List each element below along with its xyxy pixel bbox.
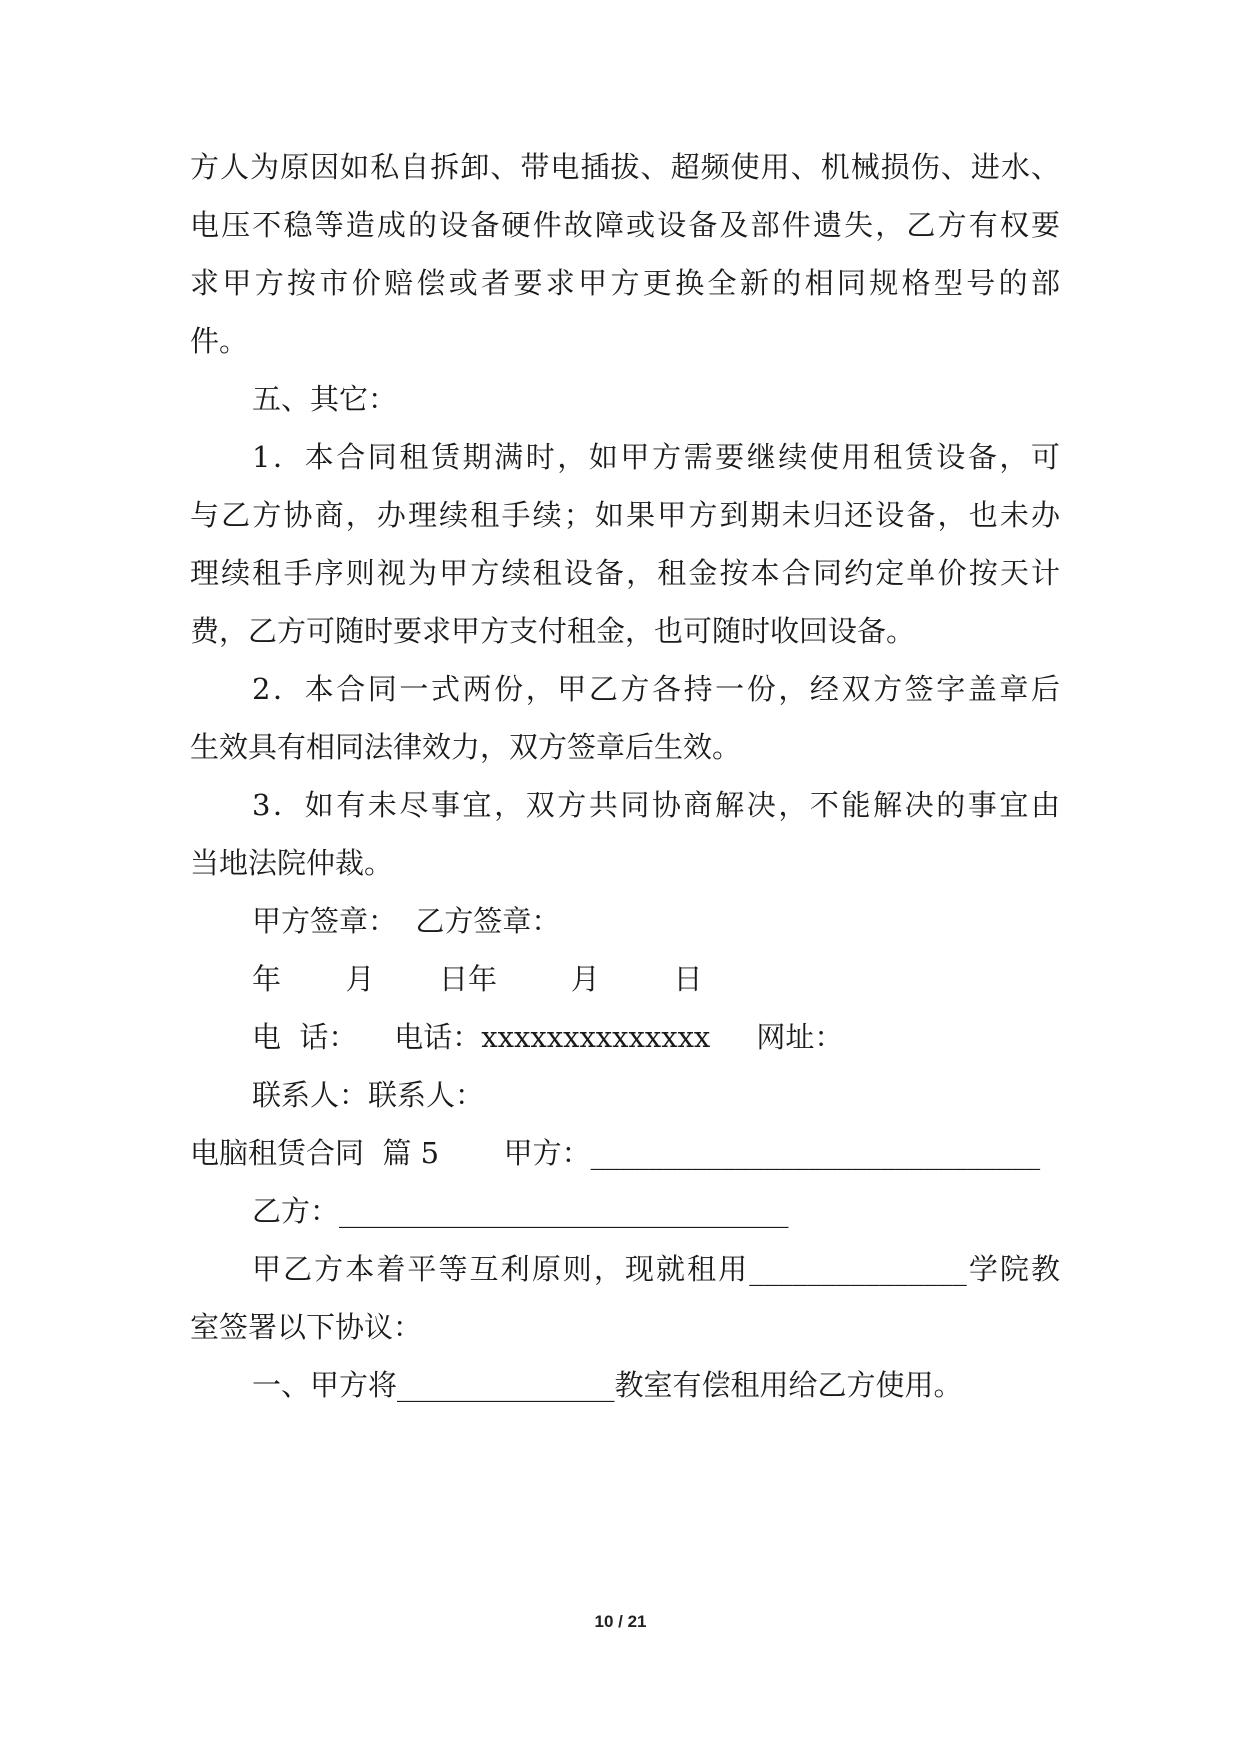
clause-1-line: 1．本合同租赁期满时，如甲方需要继续使用租赁设备，可: [252, 440, 1060, 474]
clause-1-line: 费，乙方可随时要求甲方支付租金，也可随时收回设备。: [190, 614, 916, 648]
clause-2-line: 2．本合同一式两份，甲乙方各持一份，经双方签字盖章后: [252, 672, 1060, 706]
clause-2-line: 生效具有相同法律效力，双方签章后生效。: [190, 730, 742, 764]
clause-1-line: 与乙方协商，办理续租手续；如果甲方到期未归还设备，也未办: [190, 498, 1060, 532]
body-line: 方人为原因如私自拆卸、带电插拔、超频使用、机械损伤、进水、: [190, 150, 1060, 184]
clause-1-line: 理续租手序则视为甲方续租设备，租金按本合同约定单价按天计: [190, 556, 1060, 590]
contract-title-line: 电脑租赁合同 篇 5 甲方：_______________________________: [190, 1136, 1041, 1170]
article-1-line: 一、甲方将_______________教室有偿租用给乙方使用。: [252, 1368, 963, 1402]
page-number: 10 / 21: [594, 1612, 647, 1631]
section-heading: 五、其它：: [252, 382, 398, 416]
party-b-line: 乙方：_______________________________: [252, 1194, 789, 1228]
agreement-line: 甲乙方本着平等互利原则，现就租用_______________学院教: [252, 1252, 1060, 1286]
body-line: 求甲方按市价赔偿或者要求甲方更换全新的相同规格型号的部: [190, 266, 1060, 300]
body-line: 电压不稳等造成的设备硬件故障或设备及部件遗失，乙方有权要: [190, 208, 1060, 242]
agreement-line: 室签署以下协议：: [190, 1310, 423, 1344]
contact-person-line: 联系人：联系人：: [252, 1078, 485, 1112]
contact-phone-line: 电 话： 电话：xxxxxxxxxxxxxx 网址：: [252, 1020, 844, 1054]
date-line: 年 月 日年 月 日: [252, 962, 703, 996]
signature-line: 甲方签章： 乙方签章：: [252, 904, 561, 938]
clause-3-line: 3．如有未尽事宜，双方共同协商解决，不能解决的事宜由: [252, 788, 1060, 822]
clause-3-line: 当地法院仲裁。: [190, 846, 394, 880]
body-line: 件。: [190, 324, 249, 358]
